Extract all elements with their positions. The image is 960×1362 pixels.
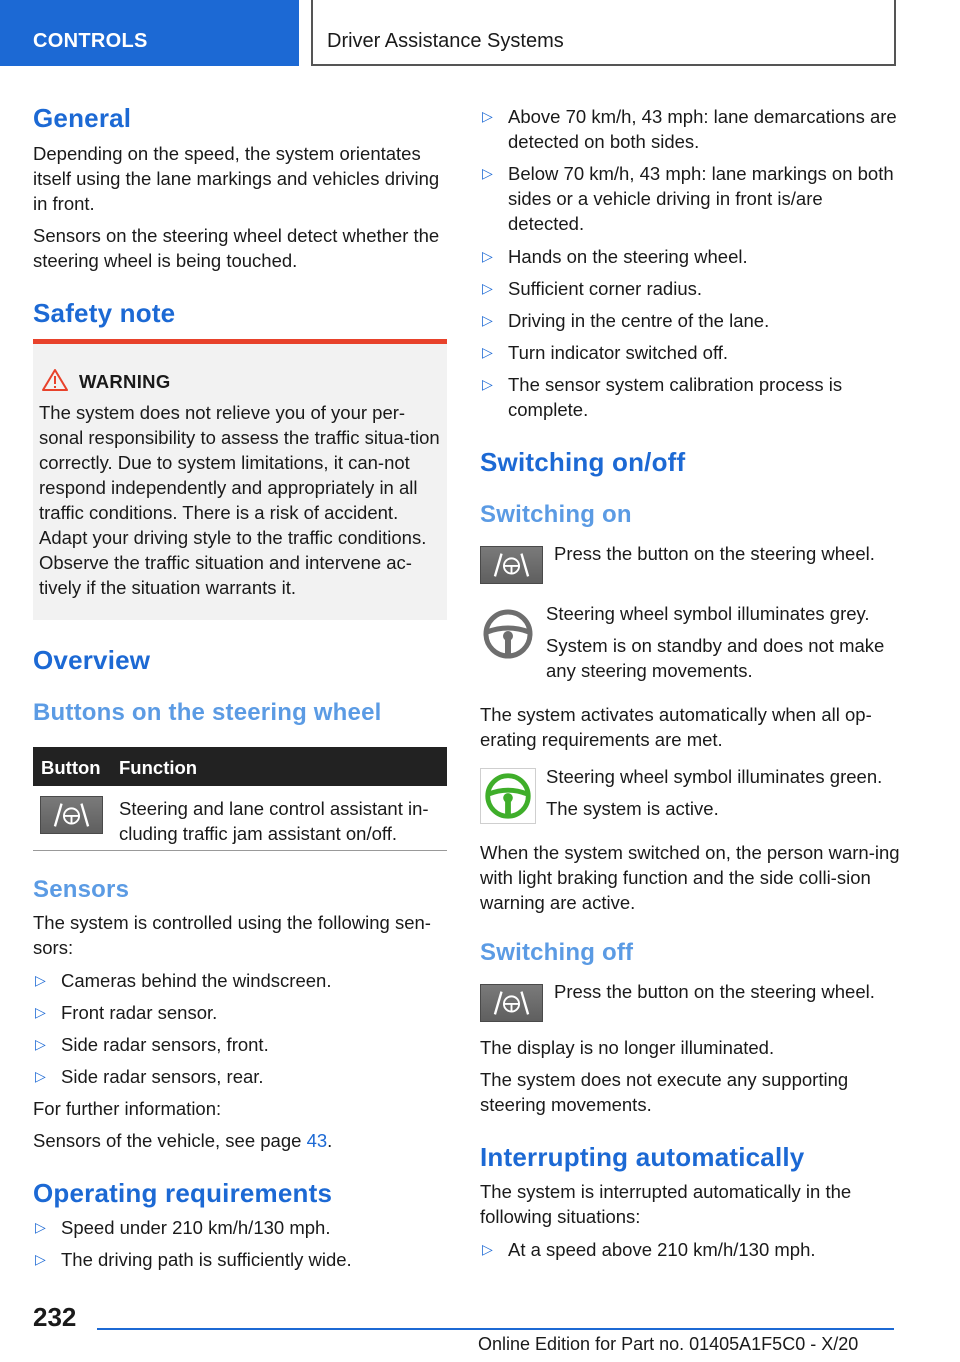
when-on-text: When the system switched on, the person warn-ing with light braking function and the side colli-sion warning are active. bbox=[480, 842, 900, 913]
list-item: ▷ Speed under 210 km/h/130 mph. bbox=[35, 1217, 331, 1238]
chapter-box bbox=[311, 0, 896, 66]
buttons-heading: Buttons on the steering wheel bbox=[33, 699, 382, 726]
footer-rule bbox=[97, 1328, 894, 1330]
triangle-right-icon: ▷ bbox=[35, 972, 46, 988]
column-header-button: Button bbox=[41, 757, 101, 778]
display-off-text: The display is no longer illuminated. bbox=[480, 1037, 775, 1058]
table-cell-function: Steering and lane control assistant in-cluding traffic jam assistant on/off. bbox=[119, 798, 429, 844]
standby-text: System is on standby and does not make any steering movements. bbox=[546, 635, 885, 681]
section-tab bbox=[0, 0, 299, 66]
general-paragraph-2: Sensors on the steering wheel detect whether the steering wheel is being touched. bbox=[33, 225, 440, 271]
list-item: ▷ Front radar sensor. bbox=[35, 1002, 218, 1023]
further-info: For further information: bbox=[33, 1098, 222, 1119]
list-item: ▷ Side radar sensors, front. bbox=[35, 1034, 269, 1055]
general-heading: General bbox=[33, 103, 132, 133]
buttons-table bbox=[33, 747, 447, 851]
triangle-right-icon: ▷ bbox=[482, 344, 493, 360]
table-divider bbox=[33, 850, 447, 851]
triangle-right-icon: ▷ bbox=[35, 1068, 46, 1084]
lane-assist-button-icon bbox=[480, 546, 543, 584]
warning-box bbox=[33, 339, 447, 620]
sensors-reference: Sensors of the vehicle, see page 43. bbox=[33, 1130, 333, 1151]
triangle-right-icon: ▷ bbox=[482, 280, 493, 296]
list-item: ▷ Hands on the steering wheel. bbox=[482, 246, 748, 267]
warning-text: The system does not relieve you of your per-sonal responsibility to assess the traffic situa-tion correctly. Due to system limitations, it can-not respond independently and appropriately in all traffic conditions. There is a risk of accident. Adapt your driving style to the traffic conditions. Observe the traffic situation and intervene ac-tively if the situation warrants it. bbox=[39, 402, 440, 598]
safety-heading: Safety note bbox=[33, 298, 176, 328]
warning-title: WARNING bbox=[79, 371, 171, 392]
lane-assist-button-icon bbox=[480, 984, 543, 1022]
page-link[interactable]: 43 bbox=[306, 1130, 328, 1151]
list-item: ▷ Above 70 km/h, 43 mph: lane demarcations are detected on both sides. bbox=[482, 106, 897, 152]
warning-triangle-icon bbox=[42, 368, 68, 392]
triangle-right-icon: ▷ bbox=[35, 1219, 46, 1235]
page-number: 232 bbox=[33, 1302, 77, 1332]
list-item: ▷ Turn indicator switched off. bbox=[482, 342, 729, 363]
triangle-right-icon: ▷ bbox=[482, 108, 493, 124]
triangle-right-icon: ▷ bbox=[482, 376, 493, 392]
steering-wheel-icon bbox=[480, 768, 536, 824]
triangle-right-icon: ▷ bbox=[482, 248, 493, 264]
switch-off-instruction: Press the button on the steering wheel. bbox=[554, 981, 875, 1002]
switching-off-heading: Switching off bbox=[480, 939, 634, 966]
triangle-right-icon: ▷ bbox=[35, 1036, 46, 1052]
triangle-right-icon: ▷ bbox=[35, 1251, 46, 1267]
interrupt-intro: The system is interrupted automatically in the following situations: bbox=[480, 1181, 852, 1227]
steering-wheel-icon bbox=[480, 606, 536, 662]
interrupting-heading: Interrupting automatically bbox=[480, 1142, 805, 1172]
no-support-text: The system does not execute any supporting steering movements. bbox=[480, 1069, 849, 1115]
list-item: ▷ Driving in the centre of the lane. bbox=[482, 310, 770, 331]
sensors-intro: The system is controlled using the following sen-sors: bbox=[33, 912, 431, 958]
sensors-heading: Sensors bbox=[33, 876, 130, 903]
triangle-right-icon: ▷ bbox=[35, 1004, 46, 1020]
green-symbol-text: Steering wheel symbol illuminates green. bbox=[546, 766, 883, 787]
chapter-label: Driver Assistance Systems bbox=[327, 30, 564, 52]
page-header bbox=[0, 0, 960, 66]
list-item: ▷ Side radar sensors, rear. bbox=[35, 1066, 264, 1087]
triangle-right-icon: ▷ bbox=[482, 165, 493, 181]
switching-on-heading: Switching on bbox=[480, 501, 632, 528]
footer-edition: Online Edition for Part no. 01405A1F5C0 - X/20 bbox=[478, 1334, 859, 1354]
section-label: CONTROLS bbox=[33, 30, 148, 52]
column-header-function: Function bbox=[119, 757, 198, 778]
overview-heading: Overview bbox=[33, 645, 151, 675]
list-item: ▷ Cameras behind the windscreen. bbox=[35, 970, 332, 991]
triangle-right-icon: ▷ bbox=[482, 1241, 493, 1257]
switch-on-instruction: Press the button on the steering wheel. bbox=[554, 543, 875, 564]
active-text: The system is active. bbox=[546, 798, 719, 819]
triangle-right-icon: ▷ bbox=[482, 312, 493, 328]
switching-heading: Switching on/off bbox=[480, 447, 686, 477]
list-item: ▷ The sensor system calibration process is complete. bbox=[482, 374, 843, 420]
table-header bbox=[33, 747, 447, 786]
general-paragraph-1: Depending on the speed, the system orientates itself using the lane markings and vehicles driving in front. bbox=[33, 143, 440, 214]
grey-symbol-text: Steering wheel symbol illuminates grey. bbox=[546, 603, 870, 624]
list-item: ▷ Below 70 km/h, 43 mph: lane markings on both sides or a vehicle driving in front is/are detected. bbox=[482, 163, 894, 234]
list-item: ▷ The driving path is sufficiently wide. bbox=[35, 1249, 352, 1270]
lane-assist-button-icon bbox=[40, 796, 103, 834]
operating-requirements-heading: Operating requirements bbox=[33, 1178, 333, 1208]
list-item: ▷ At a speed above 210 km/h/130 mph. bbox=[482, 1239, 816, 1260]
list-item: ▷ Sufficient corner radius. bbox=[482, 278, 703, 299]
activates-text: The system activates automatically when all op-erating requirements are met. bbox=[480, 704, 872, 750]
